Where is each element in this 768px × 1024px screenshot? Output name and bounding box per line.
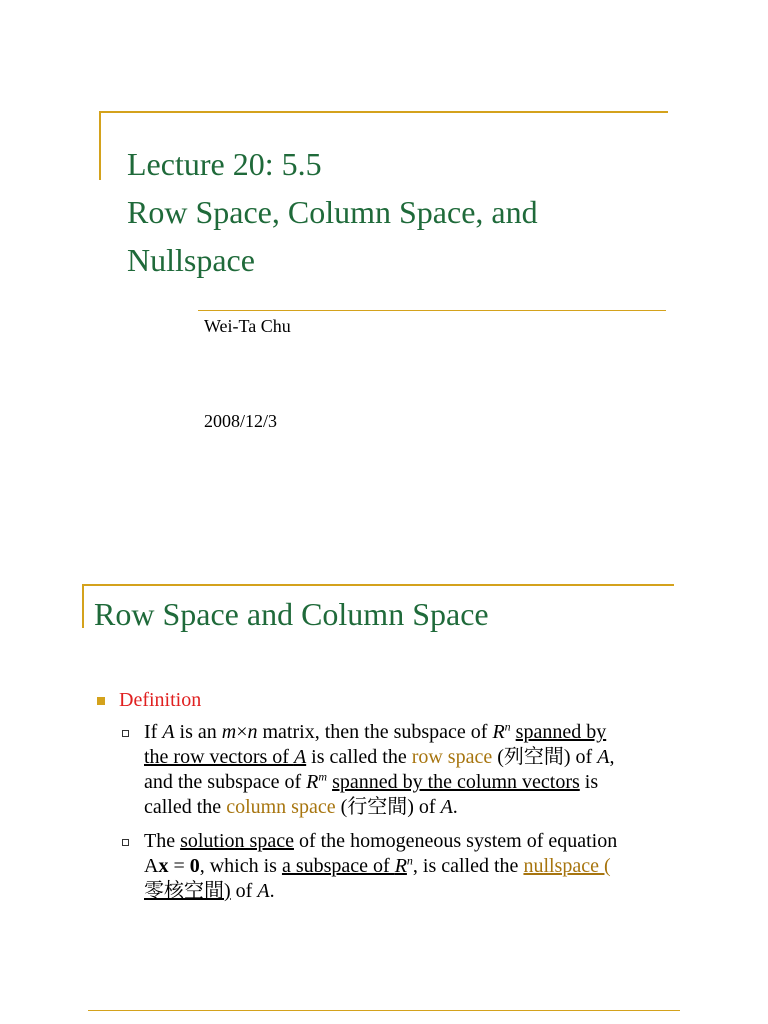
slide2-top-rule [82,584,674,586]
definition-item-nullspace [144,829,684,904]
definition-item-row-column-space [144,720,684,820]
item2-line3: 零核空間) of A. [144,880,275,902]
date: 2008/12/3 [204,411,278,431]
author: Wei-Ta Chu [204,316,291,336]
row-space-term: row space [411,746,493,768]
slide1-top-rule [99,111,668,113]
column-space-term: column space [226,796,336,818]
title-line-1: Lecture 20: 5.5 [127,146,322,182]
slide2-bottom-rule [88,1010,680,1011]
slide2-left-rule [82,584,84,628]
hollow-square-bullet-icon [122,730,129,737]
item1-line1: If A is an m×n matrix, then the subspace of $R^n$ spanned by [144,719,607,743]
definition-label: Definition [119,689,202,711]
item2-line2: Ax = 0, which is a subspace of $R^n$, is called the nullspace ( [144,853,611,877]
title-line-2: Row Space, Column Space, and [127,194,538,230]
hollow-square-bullet-icon [122,839,129,846]
slide1-title [127,140,687,284]
slide1-title-underline [198,310,666,311]
nullspace-term: nullspace ( [523,855,611,877]
item2-line1: The solution space of the homogeneous system of equation [144,830,618,852]
slide2-heading: Row Space and Column Space [94,596,489,632]
item1-line3: and the subspace of $R^m$ spanned by the column vectors is [144,769,599,793]
square-bullet-icon [97,697,105,705]
item1-line2: the row vectors of A is called the row space (列空間) of A, [144,746,615,768]
item1-line4: called the column space (行空間) of A. [144,796,458,818]
title-line-3: Nullspace [127,242,255,278]
slide1-left-rule [99,111,101,180]
